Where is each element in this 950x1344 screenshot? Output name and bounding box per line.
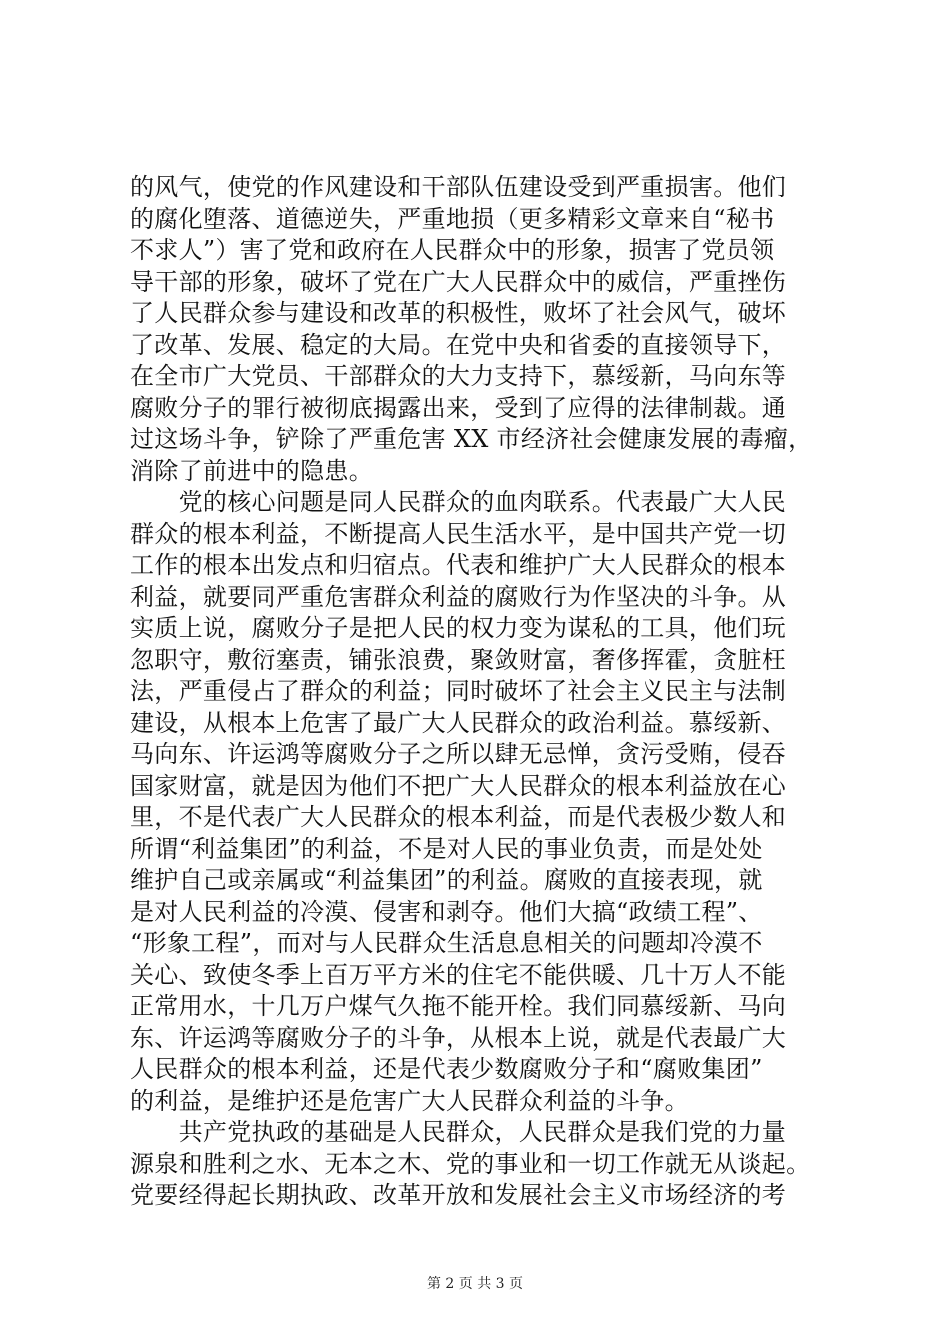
text-line: 不求人”）害了党和政府在人民群众中的形象，损害了党员领 <box>130 236 775 264</box>
text-line: 实质上说，腐败分子是把人民的权力变为谋私的工具，他们玩 <box>130 614 787 642</box>
text-line: 源泉和胜利之水、无本之木、党的事业和一切工作就无从谈起。 <box>130 1149 811 1178</box>
text-line: 人民群众的根本利益，还是代表少数腐败分子和“腐败集团” <box>130 1055 763 1083</box>
text-line: 党要经得起长期执政、改革开放和发展社会主义市场经济的考 <box>130 1181 787 1209</box>
text-line: 维护自己或亲属或“利益集团”的利益。腐败的直接表现，就 <box>130 866 763 894</box>
text-line: 了改革、发展、稳定的大局。在党中央和省委的直接领导下， <box>130 330 787 359</box>
text-line: 国家财富，就是因为他们不把广大人民群众的根本利益放在心 <box>130 771 787 800</box>
text-line: 马向东、许运鸿等腐败分子之所以肆无忌惮，贪污受贿，侵吞 <box>130 740 787 768</box>
text-line: 正常用水，十几万户煤气久拖不能开栓。我们同慕绥新、马向 <box>130 992 787 1020</box>
page-number-footer: 第 2 页 共 3 页 <box>426 1276 524 1292</box>
text-line: 东、许运鸿等腐败分子的斗争，从根本上说，就是代表最广大 <box>130 1023 787 1052</box>
text-line: 利益，就要同严重危害群众利益的腐败行为作坚决的斗争。从 <box>130 582 787 611</box>
text-line: 消除了前进中的隐患。 <box>130 456 373 485</box>
text-line: 建设，从根本上危害了最广大人民群众的政治利益。慕绥新、 <box>130 708 787 737</box>
text-line: 的风气，使党的作风建设和干部队伍建设受到严重损害。他们 <box>130 173 787 201</box>
text-line: 腐败分子的罪行被彻底揭露出来，受到了应得的法律制裁。通 <box>130 393 787 422</box>
text-line: 在全市广大党员、干部群众的大力支持下，慕绥新，马向东等 <box>130 362 787 390</box>
text-line: 的腐化堕落、道德逆失，严重地损（更多精彩文章来自“秘书 <box>130 204 775 233</box>
text-line: 关心、致使冬季上百万平方米的住宅不能供暖、几十万人不能 <box>130 960 787 989</box>
text-line: 的利益，是维护还是危害广大人民群众利益的斗争。 <box>130 1086 689 1115</box>
text-line: 共产党执政的基础是人民群众，人民群众是我们党的力量 <box>130 1118 787 1146</box>
text-line: 党的核心问题是同人民群众的血肉联系。代表最广大人民 <box>130 488 787 516</box>
text-line: 过这场斗争，铲除了严重危害 XX 市经济社会健康发展的毒瘤， <box>130 425 813 453</box>
document-body <box>130 172 830 1212</box>
text-line: 法，严重侵占了群众的利益；同时破坏了社会主义民主与法制 <box>130 677 787 705</box>
text-line: 是对人民利益的冷漠、侵害和剥夺。他们大搞“政绩工程”、 <box>130 897 763 926</box>
text-line: 群众的根本利益，不断提高人民生活水平，是中国共产党一切 <box>130 519 787 548</box>
text-line: 了人民群众参与建设和改革的积极性，败坏了社会风气，破坏 <box>130 299 787 327</box>
text-line: 导干部的形象，破坏了党在广大人民群众中的威信，严重挫伤 <box>130 267 787 296</box>
text-line: 里，不是代表广大人民群众的根本利益，而是代表极少数人和 <box>130 803 787 831</box>
text-line: “形象工程”，而对与人民群众生活息息相关的问题却冷漠不 <box>130 929 763 957</box>
text-line: 工作的根本出发点和归宿点。代表和维护广大人民群众的根本 <box>130 551 787 579</box>
text-line: 忽职守，敷衍塞责，铺张浪费，聚敛财富，奢侈挥霍，贪脏枉 <box>130 645 787 674</box>
text-line: 所谓“利益集团”的利益，不是对人民的事业负责，而是处处 <box>130 834 763 863</box>
